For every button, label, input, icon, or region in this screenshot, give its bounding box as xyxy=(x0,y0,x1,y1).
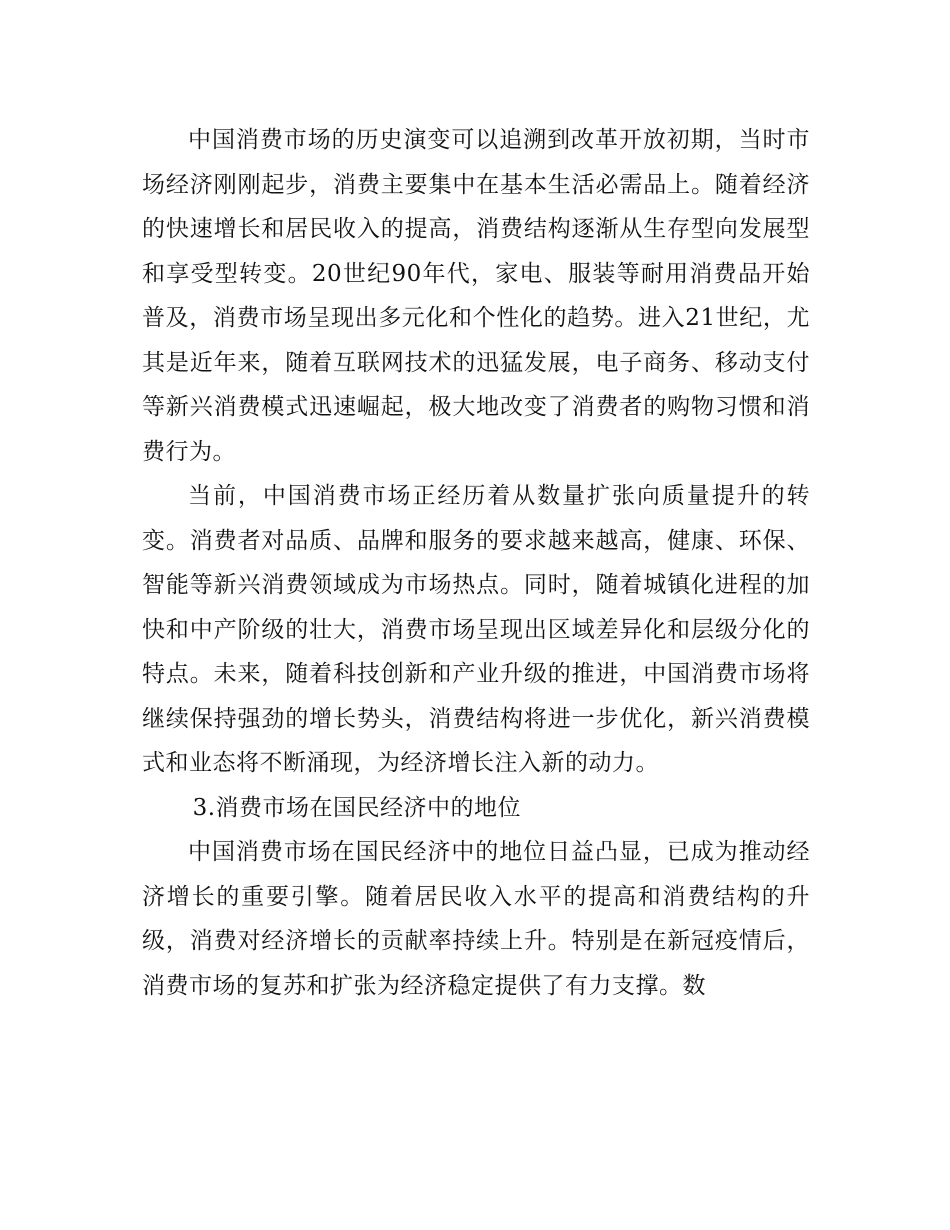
paragraph-economic-position: 中国消费市场在国民经济中的地位日益凸显，已成为推动经济增长的重要引擎。随着居民收入水平的提高和消费结构的升级，消费对经济增长的贡献率持续上升。特别是在新冠疫情后，消费市场的复苏和扩张为经济稳定提供了有力支撑。数 xyxy=(142,839,810,999)
paragraph-history: 中国消费市场的历史演变可以追溯到改革开放初期，当时市场经济刚刚起步，消费主要集中在基本生活必需品上。随着经济的快速增长和居民收入的提高，消费结构逐渐从生存型向发展型和享受型转变。20世纪90年代，家电、服装等耐用消费品开始普及，消费市场呈现出多元化和个性化的趋势。进入21世纪，尤其是近年来，随着互联网技术的迅猛发展，电子商务、移动支付等新兴消费模式迅速崛起，极大地改变了消费者的购物习惯和消费行为。 xyxy=(142,127,810,465)
document-body xyxy=(142,118,810,1008)
paragraph-current-trends: 当前，中国消费市场正经历着从数量扩张向质量提升的转变。消费者对品质、品牌和服务的要求越来越高，健康、环保、智能等新兴消费领域成为市场热点。同时，随着城镇化进程的加快和中产阶级的壮大，消费市场呈现出区域差异化和层级分化的特点。未来，随着科技创新和产业升级的推进，中国消费市场将继续保持强劲的增长势头，消费结构将进一步优化，新兴消费模式和业态将不断涌现，为经济增长注入新的动力。 xyxy=(142,483,810,776)
section-heading: 3.消费市场在国民经济中的地位 xyxy=(192,794,522,821)
